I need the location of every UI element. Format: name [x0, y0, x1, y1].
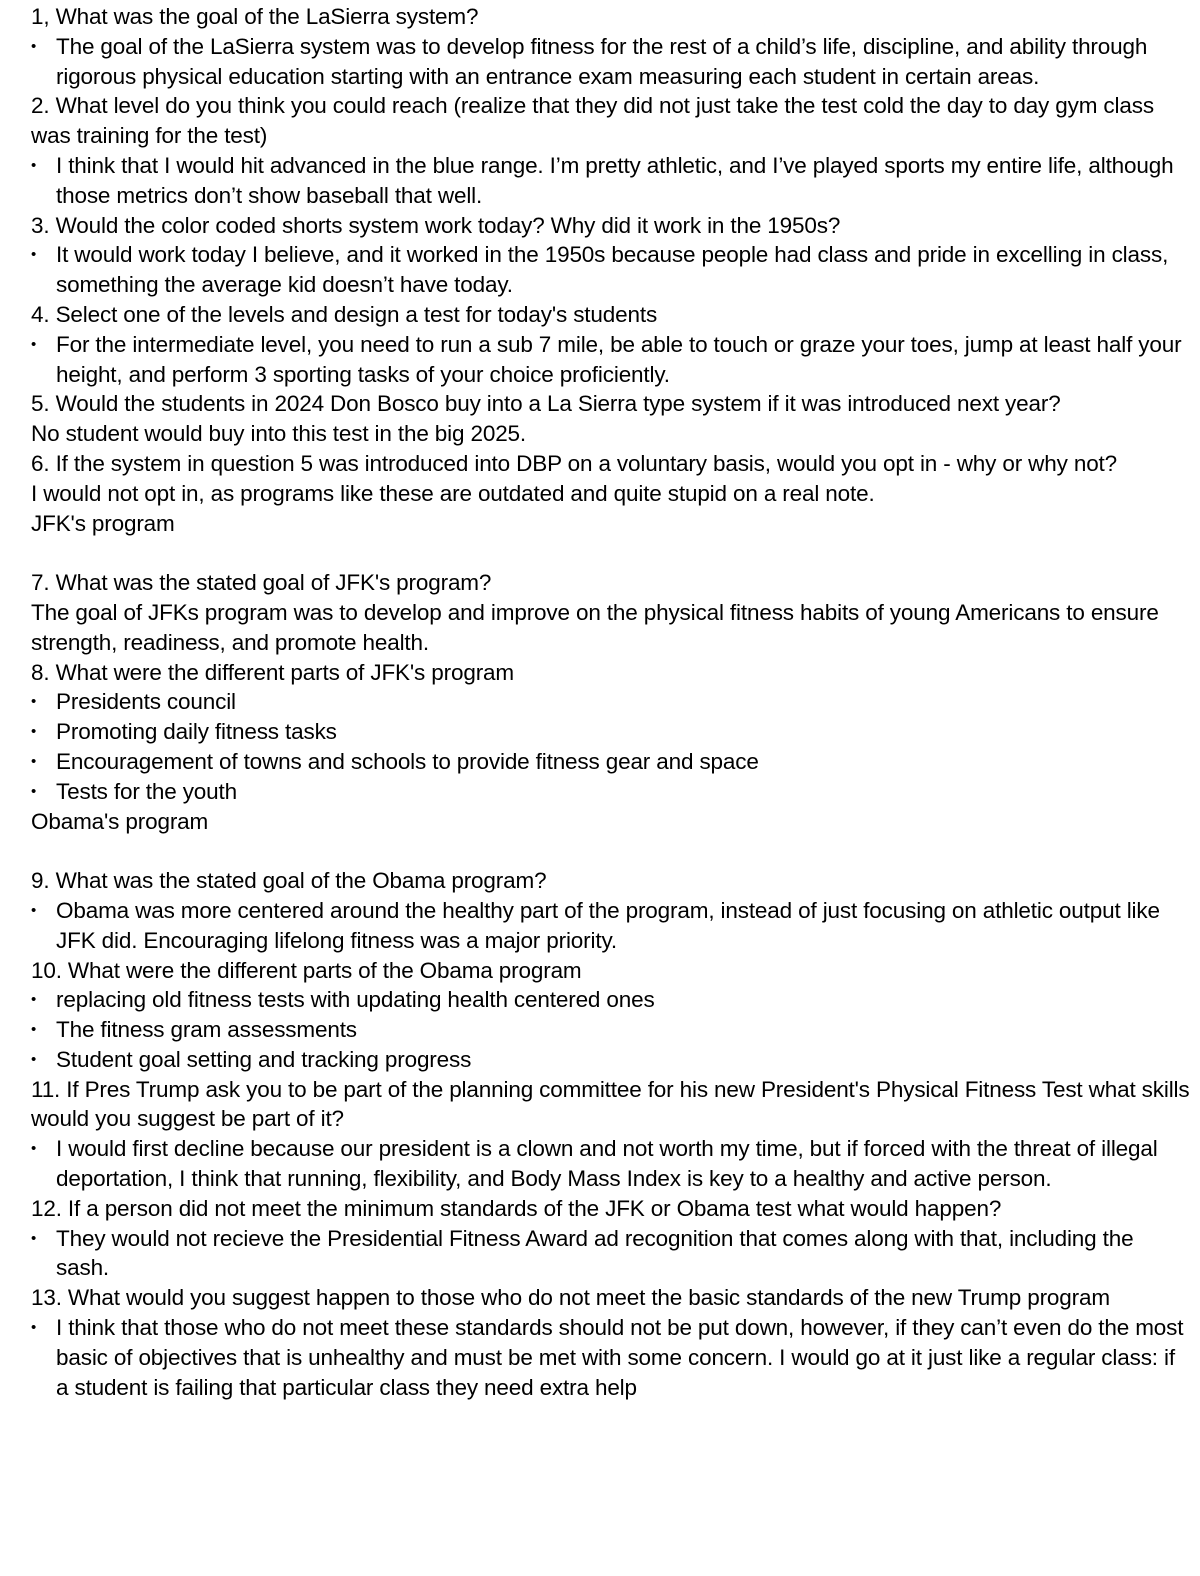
question-13: 13. What would you suggest happen to those who do not meet the basic standards of the new Trump program	[31, 1285, 1110, 1311]
question-5: 5. Would the students in 2024 Don Bosco buy into a La Sierra type system if it was introduced next year?	[31, 391, 1061, 417]
answer-8-item: • Encouragement of towns and schools to provide fitness gear and space	[31, 747, 1191, 777]
answer-5: No student would buy into this test in the big 2025.	[31, 421, 527, 447]
answer-8-item: • Promoting daily fitness tasks	[31, 717, 1191, 747]
answer-4: • For the intermediate level, you need to run a sub 7 mile, be able to touch or graze your toes, jump at least half your height, and perform 3 sporting tasks of your choice proficiently.	[31, 330, 1191, 390]
document-body	[31, 2, 1191, 1402]
answer-1: • The goal of the LaSierra system was to develop fitness for the rest of a child’s life, discipline, and ability through rigorous physical education starting with an entrance exam measuring each student in certain areas.	[31, 32, 1191, 92]
answer-8-item: • Tests for the youth	[31, 777, 1191, 807]
section-heading-obama: Obama's program	[31, 808, 209, 834]
answer-7: The goal of JFKs program was to develop and improve on the physical fitness habits of young Americans to ensure strength, readiness, and promote health.	[31, 599, 1159, 655]
question-2: 2. What level do you think you could reach (realize that they did not just take the test cold the day to day gym class was training for the test)	[31, 93, 1154, 149]
question-4: 4. Select one of the levels and design a test for today's students	[31, 301, 658, 327]
question-6: 6. If the system in question 5 was introduced into DBP on a voluntary basis, would you opt in - why or why not?	[31, 450, 1118, 476]
question-3: 3. Would the color coded shorts system work today? Why did it work in the 1950s?	[31, 212, 841, 238]
answer-8-item: • Presidents council	[31, 687, 1191, 717]
answer-6: I would not opt in, as programs like these are outdated and quite stupid on a real note.	[31, 480, 875, 506]
question-8: 8. What were the different parts of JFK's program	[31, 659, 514, 685]
answer-12: • They would not recieve the Presidential Fitness Award ad recognition that comes along with that, including the sash.	[31, 1224, 1191, 1284]
answer-10-item: • Student goal setting and tracking progress	[31, 1045, 1191, 1075]
answer-10-item: • replacing old fitness tests with updating health centered ones	[31, 985, 1191, 1015]
question-1: 1, What was the goal of the LaSierra system?	[31, 4, 479, 29]
answer-3: • It would work today I believe, and it worked in the 1950s because people had class and pride in excelling in class, something the average kid doesn’t have today.	[31, 240, 1191, 300]
section-heading-jfk: JFK's program	[31, 510, 175, 536]
answer-2: • I think that I would hit advanced in the blue range. I’m pretty athletic, and I’ve played sports my entire life, although those metrics don’t show baseball that well.	[31, 151, 1191, 211]
answer-11: • I would first decline because our president is a clown and not worth my time, but if forced with the threat of illegal deportation, I think that running, flexibility, and Body Mass Index is key to a healthy and active person.	[31, 1134, 1191, 1194]
answer-10-item: • The fitness gram assessments	[31, 1015, 1191, 1045]
answer-9: • Obama was more centered around the healthy part of the program, instead of just focusing on athletic output like JFK did. Encouraging lifelong fitness was a major priority.	[31, 896, 1191, 956]
answer-13: • I think that those who do not meet these standards should not be put down, however, if they can’t even do the most basic of objectives that is unhealthy and must be met with some concern. I would go at it just like a regular class: if a student is failing that particular class they need extra help	[31, 1313, 1191, 1402]
question-11: 11. If Pres Trump ask you to be part of the planning committee for his new President's Physical Fitness Test what skills would you suggest be part of it?	[31, 1076, 1190, 1132]
question-7: 7. What was the stated goal of JFK's program?	[31, 570, 492, 596]
question-9: 9. What was the stated goal of the Obama program?	[31, 868, 547, 894]
blank-line	[31, 538, 1191, 568]
blank-line	[31, 836, 1191, 866]
question-10: 10. What were the different parts of the Obama program	[31, 957, 582, 983]
question-12: 12. If a person did not meet the minimum standards of the JFK or Obama test what would happen?	[31, 1195, 1002, 1221]
